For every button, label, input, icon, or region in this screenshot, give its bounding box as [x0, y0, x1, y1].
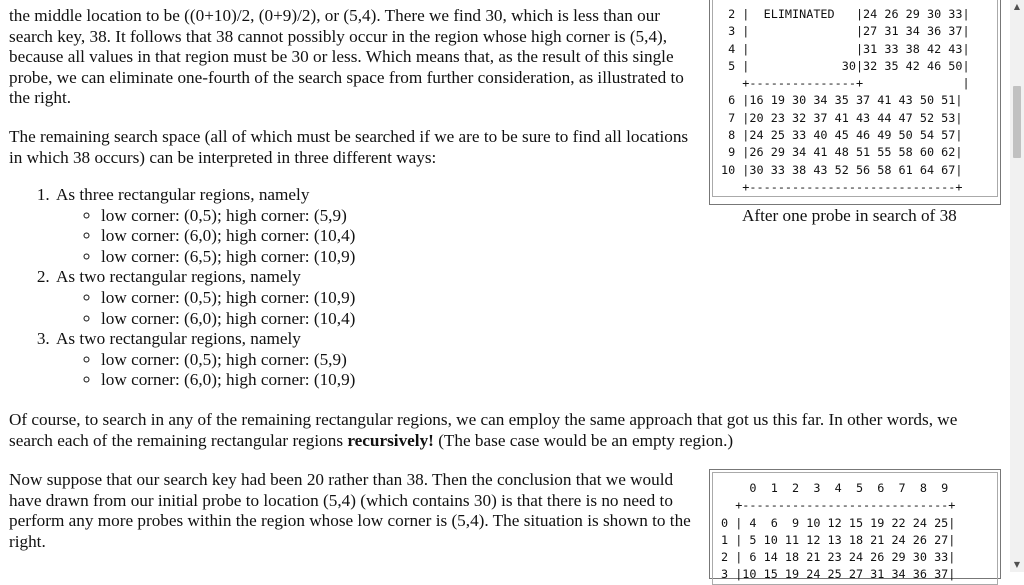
region-item: ◦ low corner: (6,0); high corner: (10,4)	[101, 309, 700, 330]
figure-frame	[712, 0, 998, 197]
recursively-emphasis: recursively!	[347, 430, 434, 450]
paragraph-remaining-space: The remaining search space (all of which must be searched if we are to be sure to find all locations in which 38 occurs) can be interpreted in three different ways:	[9, 127, 689, 167]
figure-caption: After one probe in search of 38	[742, 206, 957, 225]
region-item: ◦ low corner: (0,5); high corner: (5,9)	[101, 350, 700, 371]
figure-frame	[712, 472, 998, 585]
region-item: ◦ low corner: (6,0); high corner: (10,9)	[101, 370, 700, 391]
paragraph-search-key-20: Now suppose that our search key had been 20 rather than 38. Then the conclusion that we would have drawn from our initial probe to location (5,4) (which contains 30) is that there is no need to perform any more probes within the region whose low corner is (5,4). The situation is shown to the right.	[9, 470, 691, 551]
interpretation-item	[54, 267, 700, 329]
interpretation-label: As two rectangular regions, namely	[56, 267, 301, 287]
region-item: ◦ low corner: (6,5); high corner: (10,9)	[101, 247, 700, 268]
scroll-down-arrow-icon[interactable]: ▼	[1013, 560, 1021, 569]
figure-grid-search-20	[709, 469, 1001, 582]
recursion-text-after: (The base case would be an empty region.)	[433, 430, 734, 450]
recursion-text-before: Of course, to search in any of the remaining rectangular regions, we can employ the same approach that got us this far. In other words, we search each of the remaining rectangular regions	[9, 410, 958, 450]
matrix-grid-text: 0 1 2 3 4 5 6 7 8 9 +-----------------------------+ 0 | 4 6 9 10 12 15 19 22 24 25| 1 | 5 10 11 12 13 18 21 24 26 27| 2 | 6 14 18 21 23 24 26 29 30 33| 3 |10 15 19 24 25 27 31 34 36 37|	[721, 481, 956, 582]
region-item: ◦ low corner: (0,5); high corner: (5,9)	[101, 206, 700, 227]
interpretation-item	[54, 329, 700, 391]
paragraph-recursion	[9, 410, 1004, 451]
scroll-up-arrow-icon[interactable]: ▲	[1013, 2, 1021, 11]
scrollbar-thumb[interactable]	[1013, 86, 1021, 158]
figure-grid-after-probe	[709, 0, 1001, 205]
matrix-grid-text: 2 | ELIMINATED |24 26 29 30 33| 3 | |27 31 34 36 37| 4 | |31 33 38 42 43| 5 | 30|32 35 42 46 50| +---------------+ | 6 |16 19 30 34 35 37 41 43 50 51| 7 |20 23 32 37 41 43 44 47 52 53| 8 |24 25 33 40 45 46 49 50 54 57| 9 |26 29 34 41 48 51 55 58 60 62| 10 |30 33 38 43 52 56 58 61 64 67| +-----------------------------+	[721, 7, 970, 194]
region-item: ◦ low corner: (6,0); high corner: (10,4)	[101, 226, 700, 247]
interpretation-item	[54, 185, 700, 267]
region-item: ◦ low corner: (0,5); high corner: (10,9)	[101, 288, 700, 309]
interpretations-list	[0, 185, 700, 391]
interpretation-label: As two rectangular regions, namely	[56, 329, 301, 349]
paragraph-probe-result: the middle location to be ((0+10)/2, (0+9)/2), or (5,4). There we find 30, which is less than our search key, 38. It follows that 38 cannot possibly occur in the region whose high corner is (5,4), because all values in that region must be 30 or less. Which means that, as the result of this single probe, we can eliminate one-fourth of the search space from further consideration, as illustrated to the right.	[9, 6, 684, 108]
interpretation-label: As three rectangular regions, namely	[56, 185, 310, 204]
vertical-scrollbar[interactable]	[1010, 0, 1024, 572]
